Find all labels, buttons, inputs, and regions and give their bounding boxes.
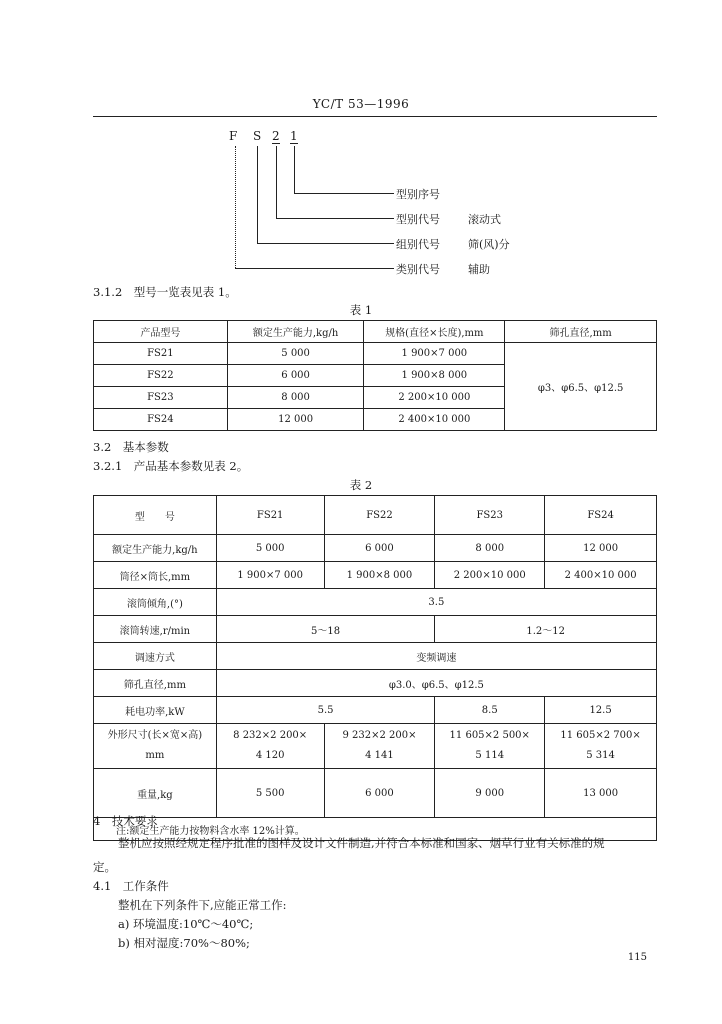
- table-cell: 12 000: [545, 535, 657, 562]
- dims-label: 外形尺寸(长×宽×高): [107, 730, 203, 741]
- paragraph-2: 整机在下列条件下,应能正常工作:: [118, 898, 287, 912]
- table-cell: [216, 724, 324, 769]
- connector-h4: [235, 268, 394, 269]
- table-cell: 5～18: [216, 616, 435, 643]
- header-rule: [93, 116, 657, 117]
- table-cell: 9 000: [435, 769, 545, 818]
- table-cell: 1 900×7 000: [364, 343, 505, 365]
- table-cell: 2 200×10 000: [435, 562, 545, 589]
- table1-caption: 表 1: [349, 303, 373, 317]
- table-header-row: [94, 321, 657, 343]
- code-label-serial: 型别序号: [396, 188, 440, 201]
- table-cell: 8 000: [227, 387, 364, 409]
- table-header-cell: 规格(直径×长度),mm: [364, 321, 505, 343]
- document-header: YC/T 53—1996: [312, 97, 410, 111]
- table-cell: 2 400×10 000: [545, 562, 657, 589]
- table-cell: 12 000: [227, 409, 364, 431]
- table-header-cell: 筛孔直径,mm: [505, 321, 657, 343]
- table-cell: 变频调速: [216, 643, 656, 670]
- table-row-size: [94, 562, 657, 589]
- table-cell: 2 400×10 000: [364, 409, 505, 431]
- table-cell: FS24: [545, 496, 657, 535]
- paragraph-1-end: 定。: [93, 860, 116, 874]
- table-cell-sieve: φ3、φ6.5、φ12.5: [505, 343, 657, 431]
- table-cell: 6 000: [227, 365, 364, 387]
- table-cell: 5 500: [216, 769, 324, 818]
- table-row-capacity: [94, 535, 657, 562]
- page-number: 115: [627, 952, 647, 963]
- table-cell: 3.5: [216, 589, 656, 616]
- code-letter-2: 2: [272, 129, 280, 143]
- table-row-angle: [94, 589, 657, 616]
- connector-v1: [294, 146, 295, 193]
- table-row-power: [94, 697, 657, 724]
- table-row-dims: [94, 724, 657, 769]
- table-cell: 12.5: [545, 697, 657, 724]
- table2-caption: 表 2: [349, 478, 373, 492]
- dims-bottom: 5 114: [475, 750, 505, 761]
- section-3-2: 3.2 基本参数: [93, 440, 169, 454]
- table-cell: FS22: [324, 496, 435, 535]
- table-cell: 1.2～12: [435, 616, 657, 643]
- table-row-label: 筛孔直径,mm: [94, 670, 217, 697]
- code-value-category: 辅助: [468, 263, 490, 276]
- table-cell: 5 000: [216, 535, 324, 562]
- code-label-type: 型别代号: [396, 213, 440, 226]
- code-letter-1: 1: [290, 129, 298, 143]
- table-note: 注:额定生产能力按物料含水率 12%计算。: [94, 818, 657, 841]
- table-cell: 8.5: [435, 697, 545, 724]
- table-row-weight: [94, 769, 657, 818]
- table-row-label: 滚筒转速,r/min: [94, 616, 217, 643]
- table-row-mode: [94, 643, 657, 670]
- dims-bottom: 4 141: [365, 750, 394, 761]
- code-label-category: 类别代号: [396, 263, 440, 276]
- paragraph-1: 整机应按照经规定程序批准的图样及设计文件制造,并符合本标准和国家、烟草行业有关标准的规: [118, 836, 605, 850]
- table-cell: 1 900×8 000: [364, 365, 505, 387]
- table-row-model: [94, 496, 657, 535]
- dims-bottom: 4 120: [255, 750, 285, 761]
- dims-unit: mm: [145, 750, 165, 761]
- table-cell: 13 000: [545, 769, 657, 818]
- table-cell: FS24: [94, 409, 228, 431]
- table-row-label: 筒径×筒长,mm: [94, 562, 217, 589]
- list-item-a: a) 环境温度:10℃～40℃;: [118, 917, 254, 931]
- dims-top: 11 605×2 500×: [449, 730, 530, 741]
- section-3-2-1: 3.2.1 产品基本参数见表 2。: [93, 459, 249, 473]
- table-cell: FS22: [94, 365, 228, 387]
- table-cell: 5 000: [227, 343, 364, 365]
- dims-bottom: 5 314: [586, 750, 615, 761]
- table-cell: φ3.0、φ6.5、φ12.5: [216, 670, 656, 697]
- table-row-label: 调速方式: [94, 643, 217, 670]
- dims-top: 11 605×2 700×: [560, 730, 641, 741]
- connector-v3: [257, 146, 258, 243]
- table-cell: 6 000: [324, 535, 435, 562]
- section-3-1-2: 3.1.2 型号一览表见表 1。: [93, 285, 237, 299]
- table-cell: 1 900×8 000: [324, 562, 435, 589]
- table-row-label: 滚筒倾角,(°): [94, 589, 217, 616]
- section-4: 4 技术要求: [93, 814, 158, 828]
- table-row-label: 型 号: [94, 496, 217, 535]
- code-letter-s: S: [253, 129, 262, 143]
- table-row-label: 重量,kg: [94, 769, 217, 818]
- table-cell: [324, 724, 435, 769]
- dims-top: 8 232×2 200×: [233, 730, 308, 741]
- table-cell: FS21: [216, 496, 324, 535]
- table-2: [93, 495, 657, 841]
- table-cell: [435, 724, 545, 769]
- table-cell: [545, 724, 657, 769]
- table-cell: 5.5: [216, 697, 435, 724]
- table-row-sieve: [94, 670, 657, 697]
- code-letter-f: F: [229, 129, 238, 143]
- connector-h2: [276, 218, 394, 219]
- table-cell: 2 200×10 000: [364, 387, 505, 409]
- connector-h1: [294, 193, 394, 194]
- connector-v2: [276, 146, 277, 218]
- code-value-group: 筛(风)分: [468, 238, 510, 251]
- table-cell: FS23: [94, 387, 228, 409]
- table-row-label: 额定生产能力,kg/h: [94, 535, 217, 562]
- connector-v4: [235, 146, 236, 268]
- table-row-label: [94, 724, 217, 769]
- table-cell: FS23: [435, 496, 545, 535]
- code-value-type: 滚动式: [468, 213, 501, 226]
- table-cell: 1 900×7 000: [216, 562, 324, 589]
- table-cell: 6 000: [324, 769, 435, 818]
- table-header-cell: 产品型号: [94, 321, 228, 343]
- connector-h3: [257, 243, 394, 244]
- table-cell: FS21: [94, 343, 228, 365]
- table-row-label: 耗电功率,kW: [94, 697, 217, 724]
- table-row: [94, 343, 657, 365]
- table-cell: 8 000: [435, 535, 545, 562]
- table-row-speed: [94, 616, 657, 643]
- table-1: [93, 320, 657, 431]
- list-item-b: b) 相对湿度:70%～80%;: [118, 936, 250, 950]
- table-header-cell: 额定生产能力,kg/h: [227, 321, 364, 343]
- code-label-group: 组别代号: [396, 238, 440, 251]
- section-4-1: 4.1 工作条件: [93, 879, 169, 893]
- dims-top: 9 232×2 200×: [342, 730, 417, 741]
